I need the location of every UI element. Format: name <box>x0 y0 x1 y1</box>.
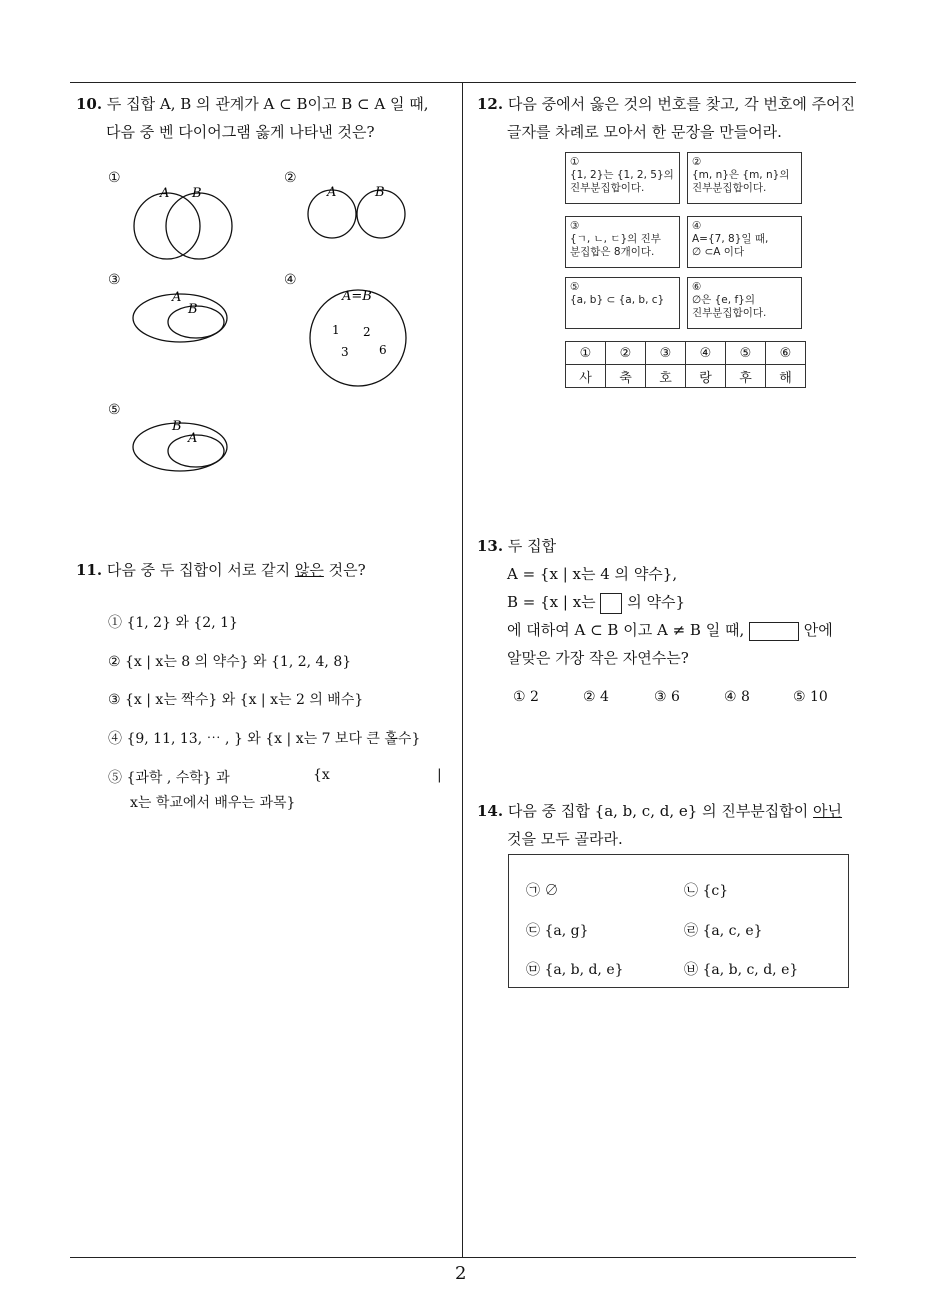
q12-statement-box-5 <box>565 277 680 329</box>
venn-5-label-b: B <box>172 419 182 434</box>
table-cell: 사 <box>566 365 606 388</box>
question-13-condition-pre: 에 대하여 A ⊂ B 이고 A ≠ B 일 때, <box>507 621 745 639</box>
q12-letter-table <box>565 341 806 388</box>
question-11-text-post: 것은? <box>323 561 366 579</box>
bottom-rule <box>70 1257 856 1258</box>
question-10 <box>76 90 461 146</box>
question-14-line1-underlined: 아닌 <box>813 802 843 820</box>
question-13-set-b <box>477 588 862 616</box>
q12-letter-table-row <box>566 365 806 388</box>
venn-diagram-4 <box>302 282 414 392</box>
q10-choice-2-mark[interactable]: ② <box>284 170 297 186</box>
q12-statement-6-mark: ⑥ <box>692 281 702 293</box>
venn-4-element-3: 3 <box>341 345 349 359</box>
q14-option-6[interactable]: ㉥ {a, b, c, d, e} <box>684 962 799 978</box>
q12-statement-2-line1: {m, n}은 {m, n}의 <box>692 169 790 181</box>
q11-option-5-part-c: | <box>437 767 442 783</box>
table-cell: ⑤ <box>726 342 766 365</box>
venn-4-element-6: 6 <box>379 343 387 357</box>
q10-choice-4-mark[interactable]: ④ <box>284 272 297 288</box>
venn-5-label-a: A <box>188 431 198 446</box>
q12-statement-5-mark: ⑤ <box>570 281 580 293</box>
q12-statement-4-line1: A={7, 8}일 때, <box>692 233 769 245</box>
q12-letter-table-header <box>566 342 806 365</box>
q12-statement-1-line1: {1, 2}는 {1, 2, 5}의 <box>570 169 674 181</box>
question-13-line5: 알맞은 가장 작은 자연수는? <box>507 649 689 667</box>
table-cell: ⑥ <box>766 342 806 365</box>
q12-statement-2-line2: 진부분집합이다. <box>692 182 767 194</box>
q12-statement-6-line1: ∅은 {e, f}의 <box>692 294 755 306</box>
question-12-line1: 다음 중에서 옳은 것의 번호를 찾고, 각 번호에 주어진 <box>507 95 856 113</box>
q11-option-3[interactable]: ③ {x | x는 짝수} 와 {x | x는 2 의 배수} <box>108 692 364 708</box>
q11-option-5-part-a[interactable]: ⑤ {과학 , 수학} 과 <box>108 770 230 786</box>
venn-diagram-1 <box>126 180 242 265</box>
question-10-line1: 두 집합 A, B 의 관계가 A ⊂ B이고 B ⊂ A 일 때, <box>106 95 429 113</box>
question-12-line2: 글자를 차례로 모아서 한 문장을 만들어라. <box>507 123 782 141</box>
venn-4-element-2: 2 <box>363 325 371 339</box>
q12-statement-3-line1: {ㄱ, ㄴ, ㄷ}의 진부 <box>570 233 661 245</box>
question-14-line2: 것을 모두 골라라. <box>507 830 623 848</box>
venn-3-label-b: B <box>188 302 198 317</box>
question-11 <box>76 556 461 584</box>
table-cell: 해 <box>766 365 806 388</box>
q12-statement-1-line2: 진부분집합이다. <box>570 182 645 194</box>
q12-statement-box-2 <box>687 152 802 204</box>
question-11-number: 11. <box>76 561 103 579</box>
q14-option-3[interactable]: ㉢ {a, g} <box>526 923 589 939</box>
q14-option-2[interactable]: ㉡ {c} <box>684 883 729 899</box>
q11-option-4[interactable]: ④ {9, 11, 13, ⋯ , } 와 {x | x는 7 보다 큰 홀수} <box>108 731 421 747</box>
table-cell: 호 <box>646 365 686 388</box>
question-13-set-a: A = {x | x는 4 의 약수}, <box>507 565 678 583</box>
question-13-number: 13. <box>477 537 504 555</box>
q13-option-1[interactable]: ① 2 <box>513 689 539 705</box>
question-14-number: 14. <box>477 802 504 820</box>
q13-option-5[interactable]: ⑤ 10 <box>793 689 828 705</box>
table-cell: ② <box>606 342 646 365</box>
q11-option-5-line2: x는 학교에서 배우는 과목} <box>130 795 296 811</box>
q11-option-5-part-b: {x <box>313 767 330 783</box>
q12-statement-box-6 <box>687 277 802 329</box>
question-12 <box>477 90 862 146</box>
q12-statement-box-3 <box>565 216 680 268</box>
question-13-condition-post: 안에 <box>803 621 833 639</box>
venn-1-label-a: A <box>160 186 170 201</box>
q10-choice-1-mark[interactable]: ① <box>108 170 121 186</box>
table-cell: 랑 <box>686 365 726 388</box>
q12-statement-6-line2: 진부분집합이다. <box>692 307 767 319</box>
q13-option-2[interactable]: ② 4 <box>583 689 609 705</box>
question-13-set-b-pre: B = {x | x는 <box>507 593 596 611</box>
question-13-blank-wide[interactable] <box>749 622 799 641</box>
q12-statement-box-1 <box>565 152 680 204</box>
q14-option-4[interactable]: ㉣ {a, c, e} <box>684 923 763 939</box>
top-rule <box>70 82 856 83</box>
q11-option-2[interactable]: ② {x | x는 8 의 약수} 와 {1, 2, 4, 8} <box>108 654 352 670</box>
q12-statement-2-mark: ② <box>692 156 702 168</box>
venn-4-label-ab: A=B <box>342 289 372 304</box>
question-13-blank-small[interactable] <box>600 593 622 614</box>
q10-choice-3-mark[interactable]: ③ <box>108 272 121 288</box>
table-cell: 축 <box>606 365 646 388</box>
venn-1-circle-b <box>166 193 232 259</box>
q12-statement-5-line1: {a, b} ⊂ {a, b, c} <box>570 294 665 306</box>
q11-option-1[interactable]: ① {1, 2} 와 {2, 1} <box>108 615 238 631</box>
q14-option-5[interactable]: ㉤ {a, b, d, e} <box>526 962 624 978</box>
venn-1-label-b: B <box>192 186 202 201</box>
question-11-text-pre: 다음 중 두 집합이 서로 같지 <box>106 561 295 579</box>
q12-statement-1-mark: ① <box>570 156 580 168</box>
question-13-line1: 두 집합 <box>507 537 557 555</box>
q12-statement-3-line2: 분집합은 8개이다. <box>570 246 655 258</box>
q12-statement-4-line2: ∅ ⊂A 이다 <box>692 246 745 258</box>
q12-statement-box-4 <box>687 216 802 268</box>
venn-4-element-1: 1 <box>332 323 340 337</box>
table-cell: ① <box>566 342 606 365</box>
question-14 <box>477 797 862 853</box>
venn-4-circle <box>310 290 406 386</box>
question-14-line1-pre: 다음 중 집합 {a, b, c, d, e} 의 진부분집합이 <box>507 802 814 820</box>
q14-option-1[interactable]: ㉠ ∅ <box>526 883 559 899</box>
q10-choice-5-mark[interactable]: ⑤ <box>108 402 121 418</box>
question-10-number: 10. <box>76 95 103 113</box>
venn-3-label-a: A <box>172 290 182 305</box>
venn-diagram-2 <box>300 180 415 250</box>
question-13 <box>477 532 862 672</box>
venn-1-circle-a <box>134 193 200 259</box>
q12-statement-4-mark: ④ <box>692 220 702 232</box>
column-divider <box>462 82 463 1258</box>
question-11-text-underlined: 않은 <box>294 561 324 579</box>
q13-option-4[interactable]: ④ 8 <box>724 689 750 705</box>
q12-statement-3-mark: ③ <box>570 220 580 232</box>
venn-2-label-a: A <box>327 185 337 200</box>
venn-diagram-5 <box>126 414 236 476</box>
question-13-condition <box>477 616 862 644</box>
table-cell: ④ <box>686 342 726 365</box>
table-cell: ③ <box>646 342 686 365</box>
question-12-number: 12. <box>477 95 504 113</box>
question-13-set-b-post: 의 약수} <box>627 593 686 611</box>
q13-option-3[interactable]: ③ 6 <box>654 689 680 705</box>
question-10-line2: 다음 중 벤 다이어그램 옳게 나타낸 것은? <box>106 123 375 141</box>
venn-2-label-b: B <box>375 185 385 200</box>
table-cell: 후 <box>726 365 766 388</box>
venn-diagram-3 <box>126 285 236 347</box>
page-number: 2 <box>455 1263 467 1284</box>
